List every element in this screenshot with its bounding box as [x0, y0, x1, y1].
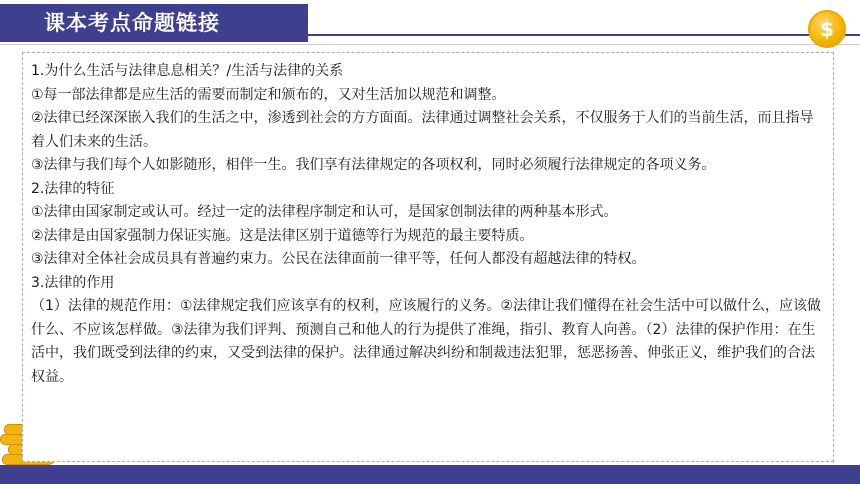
footer-band [0, 465, 860, 484]
question-heading-3: 3.法律的作用 [31, 274, 115, 291]
point-1-2: ②法律已经深深嵌入我们的生活之中，渗透到社会的方方面面。法律通过调整社会关系，不仅服务于人们的当前生活，而且指导着人们未来的生活。 [31, 110, 814, 150]
question-heading-1: 1.为什么生活与法律息息相关？/生活与法律的关系 [31, 63, 344, 79]
coin-icon [808, 10, 846, 48]
point-2-2: ②法律是由国家强制力保证实施。这是法律区别于道德等行为规范的最主要特质。 [31, 227, 534, 244]
point-1-3: ③法律与我们每个人如影随形，相伴一生。我们享有法律规定的各项权利，同时必须履行法律规定的各项义务。 [31, 157, 716, 173]
content-panel [22, 52, 834, 462]
point-2-3: ③法律对全体社会成员具有普遍约束力。公民在法律面前一律平等，任何人都没有超越法律的特权。 [31, 251, 646, 267]
content-text [31, 60, 827, 389]
point-3-paragraph: （1）法律的规范作用：①法律规定我们应该享有的权利，应该履行的义务。②法律让我们懂得在社会生活中可以做什么，应该做什么、不应该怎样做。③法律为我们评判、预测自己和他人的行为提供了准绳，指引、教育人向善。（2）法律的保护作用：在生活中，我们既受到法律的约束，又受到法律的保护。法律通过解决纠纷和制裁违法犯罪，惩恶扬善、伸张正义，维护我们的合法权益。 [31, 298, 822, 385]
question-heading-2: 2.法律的特征 [31, 180, 115, 197]
header-divider [0, 44, 860, 45]
point-2-1: ①法律由国家制定或认可。经过一定的法律程序制定和认可，是国家创制法律的两种基本形式。 [31, 204, 618, 220]
point-1-1: ①每一部法律都是应生活的需要而制定和颁布的，又对生活加以规范和调整。 [31, 86, 506, 103]
header-rule [308, 34, 860, 36]
page-title: 课本考点命题链接 [44, 11, 220, 35]
dollar-icon: $ [820, 17, 834, 41]
